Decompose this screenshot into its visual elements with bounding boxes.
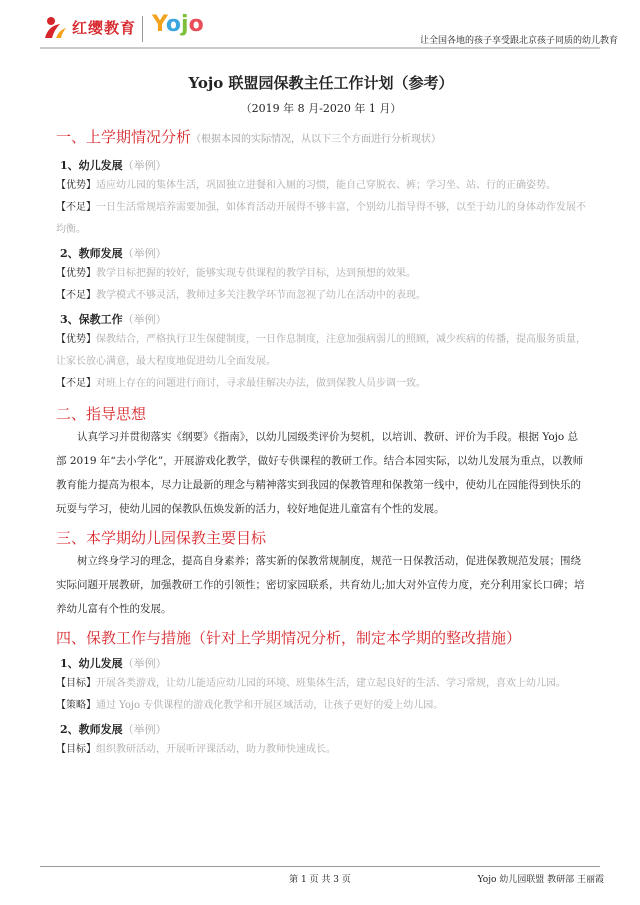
section-1-note: （根据本园的实际情况，从以下三个方面进行分析现状） — [191, 134, 442, 145]
s1-teacher-dev-heading — [56, 245, 586, 263]
section-2-text: 认真学习并贯彻落实《纲要》《指南》，以幼儿园级类评价为契机，以培训、教研、评价为手段。根据 Yojo 总部 2019 年“去小学化”，开展游戏化教学，做好专供课程的教研工作。结合本园实际，以幼儿发展为重点，以教师教育能力提高为根本，尽力让最新的理念与精神落实到我园的保教管理和保教第一线中，使幼儿在园能得到快乐的玩耍与学习，使幼儿园的保教队伍焕发新的活力，较好地促进儿童富有个性的发展。 — [56, 431, 584, 515]
s1-care-work-title: 3、保教工作 — [60, 313, 123, 326]
advantage-text: 教学目标把握的较好，能够实现专供课程的教学目标，达到预想的效果。 — [96, 268, 416, 279]
hongying-logo-icon — [42, 14, 68, 40]
section-3-heading: 三、本学期幼儿园保教主要目标 — [56, 529, 267, 547]
s4-teacher-dev-goal — [56, 739, 586, 761]
logo-divider — [142, 16, 143, 42]
s4-teacher-dev-title: 2、教师发展 — [60, 723, 123, 736]
advantage-tag: 【优势】 — [56, 268, 96, 279]
goal-text: 组织教研活动，开展听评课活动，助力教师快速成长。 — [96, 744, 336, 755]
section-1-heading — [56, 126, 586, 151]
page-number: 第 1 页 共 3 页 — [289, 875, 351, 885]
section-4-heading: 四、保教工作与措施（针对上学期情况分析，制定本学期的整改措施） — [56, 629, 522, 647]
document-body — [56, 60, 586, 761]
s1-care-work-example: （举例） — [122, 313, 167, 326]
s1-care-work-heading — [56, 311, 586, 329]
advantage-tag: 【优势】 — [56, 334, 96, 345]
s4-child-dev-example: （举例） — [122, 657, 167, 670]
shortfall-text: 对班上存在的问题进行商讨，寻求最佳解决办法，做到保教人员步调一致。 — [96, 378, 426, 389]
yojo-letter-o: o — [165, 12, 182, 37]
s1-child-dev-heading — [56, 157, 586, 175]
goal-tag: 【目标】 — [56, 744, 96, 755]
yojo-letter-y: Y — [152, 12, 166, 37]
goal-tag: 【目标】 — [56, 678, 96, 689]
page-title: Yojo 联盟园保教主任工作计划（参考） — [188, 74, 454, 92]
shortfall-text: 教学模式不够灵活，教师过多关注教学环节而忽视了幼儿在活动中的表现。 — [96, 290, 426, 301]
advantage-text: 适应幼儿园的集体生活，巩固独立进餐和入厕的习惯，能自己穿脱衣、裤；学习坐、站、行的正确姿势。 — [96, 180, 556, 191]
hongying-logo-text: 红缨教育 — [72, 18, 137, 37]
strategy-text: 通过 Yojo 专供课程的游戏化教学和开展区域活动，让孩子更好的爱上幼儿园。 — [96, 700, 444, 711]
section-3-text: 树立终身学习的理念，提高自身素养；落实新的保教常规制度，规范一日保教活动，促进保教规范发展；围绕实际问题开展教研，加强教研工作的引领性；密切家园联系，共育幼儿;加大对外宣传力度，充分利用家长口碑；培养幼儿富有个性的发展。 — [56, 555, 585, 615]
s4-teacher-dev-heading — [56, 721, 586, 739]
s4-teacher-dev-example: （举例） — [122, 723, 167, 736]
yojo-letter-j: j — [181, 12, 189, 37]
s4-child-dev-heading — [56, 655, 586, 673]
advantage-tag: 【优势】 — [56, 180, 96, 191]
s1-teacher-dev-advantage — [56, 263, 586, 285]
shortfall-tag: 【不足】 — [56, 378, 96, 389]
s1-child-dev-example: （举例） — [122, 159, 167, 172]
header-slogan: 让全国各地的孩子享受跟北京孩子同质的幼儿教育 — [420, 36, 619, 46]
s1-child-dev-shortfall — [56, 197, 586, 241]
yojo-letter-o2: o — [188, 12, 204, 37]
s1-teacher-dev-title: 2、教师发展 — [60, 247, 123, 260]
section-1-title: 一、上学期情况分析 — [56, 128, 192, 146]
s1-child-dev-advantage — [56, 175, 586, 197]
s4-child-dev-strategy — [56, 695, 586, 717]
footer-author: Yojo 幼儿园联盟 教研部 王丽霞 — [477, 875, 604, 885]
section-2-heading: 二、指导思想 — [56, 405, 147, 423]
yojo-logo — [152, 12, 204, 37]
date-range: （2019 年 8 月-2020 年 1 月） — [240, 102, 402, 115]
hongying-logo — [42, 14, 136, 40]
s1-care-work-advantage — [56, 329, 586, 373]
goal-text: 开展各类游戏，让幼儿能适应幼儿园的环境、班集体生活，建立起良好的生活、学习常规，喜欢上幼儿园。 — [96, 678, 566, 689]
s1-teacher-dev-example: （举例） — [122, 247, 167, 260]
s4-child-dev-goal — [56, 673, 586, 695]
s1-care-work-shortfall — [56, 373, 586, 395]
s4-child-dev-title: 1、幼儿发展 — [60, 657, 123, 670]
strategy-tag: 【策略】 — [56, 700, 96, 711]
shortfall-tag: 【不足】 — [56, 202, 96, 213]
header-rule — [40, 47, 600, 49]
footer-rule — [40, 866, 600, 867]
shortfall-text: 一日生活常规培养需要加强，如体育活动开展得不够丰富，个别幼儿指导得不够，以至于幼儿的身体动作发展不均衡。 — [56, 202, 586, 235]
s1-child-dev-title: 1、幼儿发展 — [60, 159, 123, 172]
s1-teacher-dev-shortfall — [56, 285, 586, 307]
shortfall-tag: 【不足】 — [56, 290, 96, 301]
advantage-text: 保教结合，严格执行卫生保健制度，一日作息制度，注意加强病弱儿的照顾，减少疾病的传播，提高服务质量，让家长放心满意，最大程度地促进幼儿全面发展。 — [56, 334, 586, 367]
page-header — [0, 0, 640, 50]
